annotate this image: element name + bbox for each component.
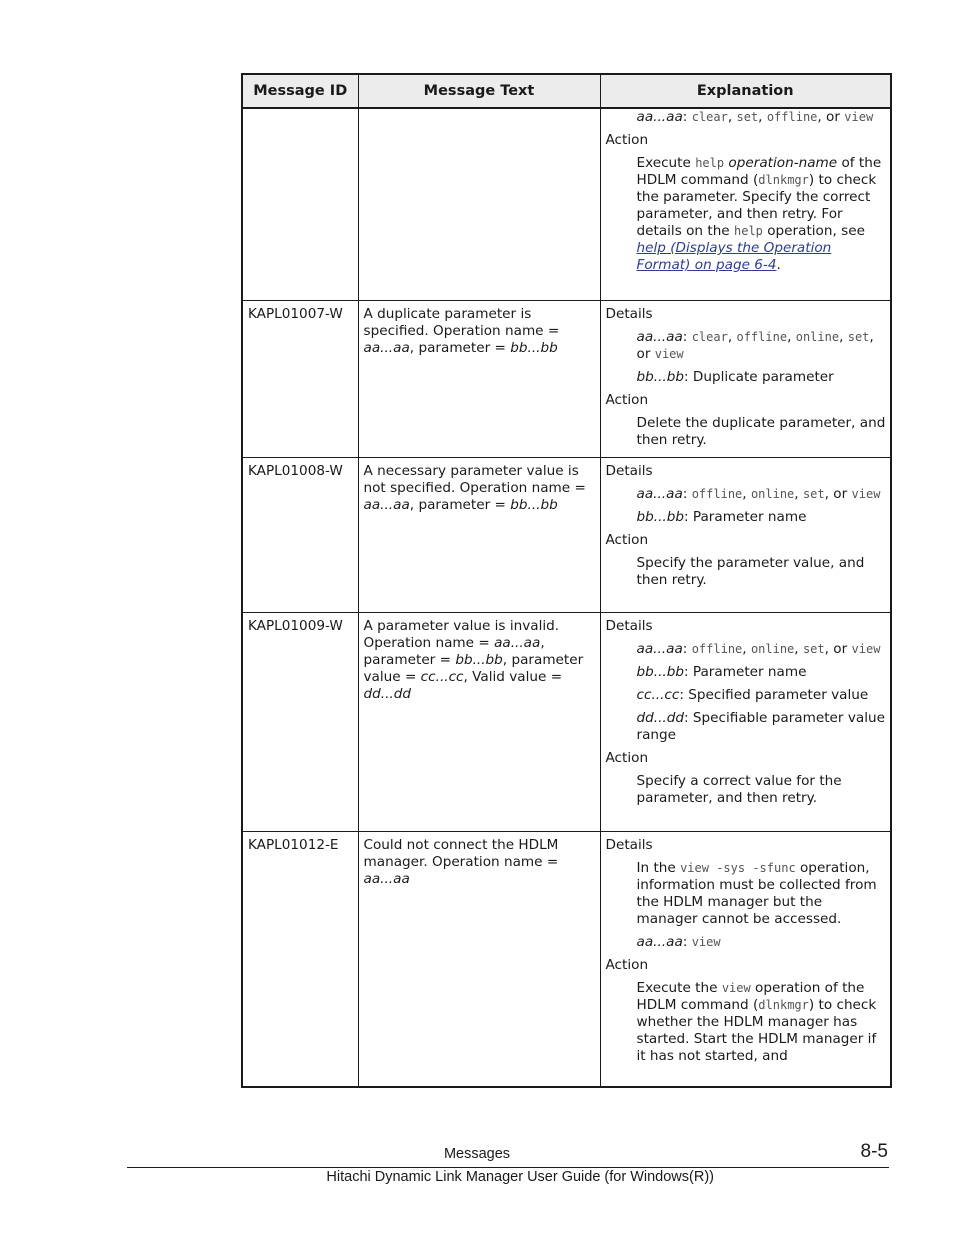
table-row <box>242 300 891 457</box>
action-text: Execute help operation-name of the HDLM command (dlnkmgr) to check the parameter. Specify the correct parameter, and then retry. For details on the help operation, see help (Displays the Operation Format) on page 6-4. <box>636 155 882 273</box>
table-row <box>242 457 891 612</box>
message-id-cell: KAPL01008-W <box>242 457 358 612</box>
message-text-cell: Could not connect the HDLM manager. Operation name = aa...aa <box>358 831 600 1087</box>
param-aa-line: aa...aa: clear, offline, online, set, or view <box>636 328 874 362</box>
message-id-cell: KAPL01012-E <box>242 831 358 1087</box>
explanation-cell <box>600 300 891 457</box>
action-heading: Action <box>605 749 649 766</box>
action-heading: Action <box>605 531 649 548</box>
footer-page-number: 8-5 <box>860 1141 888 1162</box>
action-text: Specify the parameter value, and then retry. <box>636 554 865 588</box>
param-bb-line: bb...bb: Parameter name <box>636 508 807 525</box>
details-heading: Details <box>605 836 653 853</box>
footer-book-title: Hitachi Dynamic Link Manager User Guide (for Windows(R)) <box>326 1169 714 1185</box>
details-heading: Details <box>605 617 653 634</box>
action-heading: Action <box>605 132 649 148</box>
details-heading: Details <box>605 462 653 479</box>
param-aa-line: aa...aa: clear, set, offline, or view <box>636 109 874 125</box>
message-text-cell: A duplicate parameter is specified. Operation name = aa...aa, parameter = bb...bb <box>358 300 600 457</box>
column-header-explanation: Explanation <box>600 74 891 108</box>
table-row <box>242 831 891 1087</box>
column-header-message-text: Message Text <box>358 74 600 108</box>
explanation-cell <box>600 108 891 300</box>
param-dd-line: dd...dd: Specifiable parameter value range <box>636 709 885 743</box>
message-id-cell <box>242 108 358 300</box>
message-id-cell: KAPL01009-W <box>242 612 358 831</box>
message-text-cell: A necessary parameter value is not specified. Operation name = aa...aa, parameter = bb...bb <box>358 457 600 612</box>
message-text-cell: A parameter value is invalid. Operation name = aa...aa, parameter = bb...bb, parameter value = cc...cc, Valid value = dd...dd <box>358 612 600 831</box>
explanation-cell <box>600 457 891 612</box>
message-text-cell <box>358 108 600 300</box>
column-header-message-id: Message ID <box>242 74 358 108</box>
param-bb-line: bb...bb: Parameter name <box>636 663 807 680</box>
details-text: In the view -sys -sfunc operation, information must be collected from the HDLM manager but the manager cannot be accessed. <box>636 859 877 927</box>
param-aa-line: aa...aa: offline, online, set, or view <box>636 485 881 502</box>
param-aa-line: aa...aa: offline, online, set, or view <box>636 640 881 657</box>
table-row <box>242 612 891 831</box>
param-aa-line: aa...aa: view <box>636 933 721 950</box>
message-table <box>241 73 892 1088</box>
footer-divider <box>127 1167 889 1168</box>
action-heading: Action <box>605 956 649 973</box>
explanation-cell <box>600 831 891 1087</box>
details-heading: Details <box>605 305 653 322</box>
param-bb-line: bb...bb: Duplicate parameter <box>636 368 834 385</box>
explanation-cell <box>600 612 891 831</box>
param-cc-line: cc...cc: Specified parameter value <box>636 686 869 703</box>
action-text: Specify a correct value for the parameter, and then retry. <box>636 772 842 806</box>
table-header-row <box>242 74 891 108</box>
help-operation-link[interactable]: help (Displays the Operation Format) on page 6-4 <box>636 240 832 273</box>
table-row <box>242 108 891 300</box>
footer-section-title: Messages <box>443 1146 511 1162</box>
action-heading: Action <box>605 391 649 408</box>
action-text: Execute the view operation of the HDLM command (dlnkmgr) to check whether the HDLM manager has started. Start the HDLM manager if it has not started, and <box>636 979 877 1064</box>
action-text: Delete the duplicate parameter, and then retry. <box>636 414 886 448</box>
message-id-cell: KAPL01007-W <box>242 300 358 457</box>
